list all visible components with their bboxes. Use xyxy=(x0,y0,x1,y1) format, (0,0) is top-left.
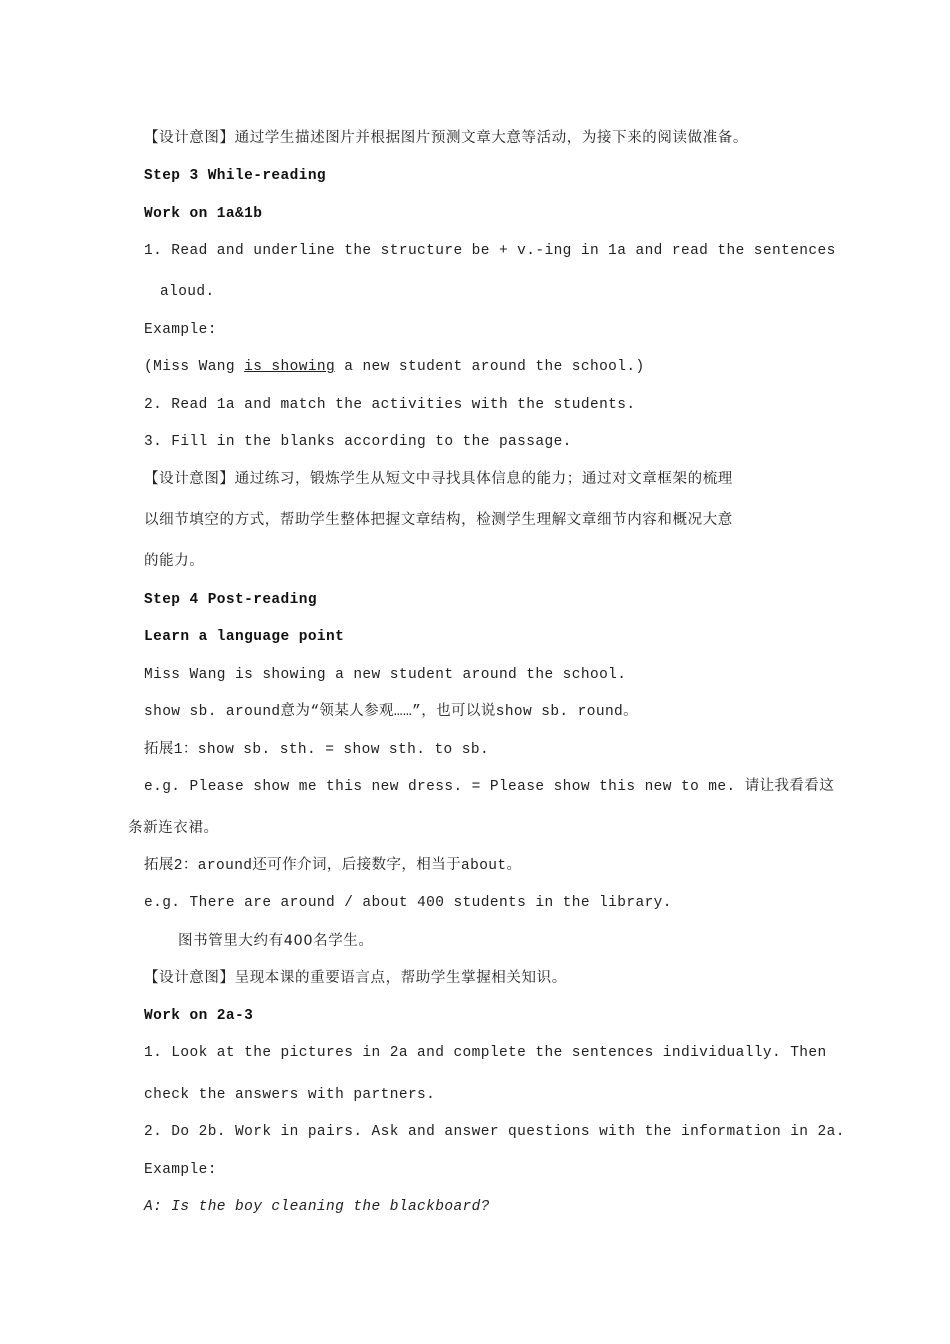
example-text-start: (Miss Wang xyxy=(144,359,245,375)
step4-heading: Step 4 Post-reading xyxy=(144,592,317,608)
extension-2: 拓展2：around还可作介词，后接数字，相当于about。 xyxy=(144,858,522,874)
instruction-2a-1-cont: check the answers with partners. xyxy=(144,1087,436,1103)
extension-1-example: e.g. Please show me this new dress. = Please show this new to me. 请让我看看这 xyxy=(144,779,835,795)
example-label-2: Example: xyxy=(144,1162,217,1178)
step3-heading: Step 3 While-reading xyxy=(144,168,327,184)
work-1a-1b-heading: Work on 1a&1b xyxy=(144,206,263,222)
instruction-1: 1. Read and underline the structure be + v.-ing in 1a and read the sentences xyxy=(144,243,836,259)
instruction-2a-1: 1. Look at the pictures in 2a and complete the sentences individually. Then xyxy=(144,1045,827,1061)
language-point-heading: Learn a language point xyxy=(144,629,345,645)
underlined-structure: is showing xyxy=(244,359,336,375)
extension-1: 拓展1：show sb. sth. = show sth. to sb. xyxy=(144,742,490,758)
instruction-2: 2. Read 1a and match the activities with the students. xyxy=(144,397,636,413)
extension-2-translation: 图书管里大约有400名学生。 xyxy=(178,933,374,949)
extension-1-example-cont: 条新连衣裙。 xyxy=(128,820,219,836)
instruction-2b: 2. Do 2b. Work in pairs. Ask and answer questions with the information in 2a. xyxy=(144,1124,845,1140)
design-intent-note-2: 【设计意图】通过练习，锻炼学生从短文中寻找具体信息的能力；通过对文章框架的梳理 xyxy=(144,471,733,487)
language-point-sentence: Miss Wang is showing a new student around the school. xyxy=(144,667,627,683)
work-2a-3-heading: Work on 2a-3 xyxy=(144,1008,254,1024)
design-intent-note-2-cont: 以细节填空的方式，帮助学生整体把握文章结构，检测学生理解文章细节内容和概况大意 xyxy=(144,512,733,528)
design-intent-note-1: 【设计意图】通过学生描述图片并根据图片预测文章大意等活动，为接下来的阅读做准备。 xyxy=(144,130,748,146)
instruction-3: 3. Fill in the blanks according to the passage. xyxy=(144,434,572,450)
example-label-1: Example: xyxy=(144,322,217,338)
design-intent-note-2-end: 的能力。 xyxy=(144,553,205,569)
extension-2-example: e.g. There are around / about 400 students in the library. xyxy=(144,895,672,911)
design-intent-note-3: 【设计意图】呈现本课的重要语言点，帮助学生掌握相关知识。 xyxy=(144,970,567,986)
example-text-end: a new student around the school.) xyxy=(335,359,645,375)
instruction-1-cont: aloud. xyxy=(160,284,215,300)
language-point-meaning: show sb. around意为“领某人参观……”，也可以说show sb. round。 xyxy=(144,704,639,720)
example-sentence-1 xyxy=(144,357,645,377)
example-dialogue-a: A: Is the boy cleaning the blackboard? xyxy=(144,1199,490,1215)
